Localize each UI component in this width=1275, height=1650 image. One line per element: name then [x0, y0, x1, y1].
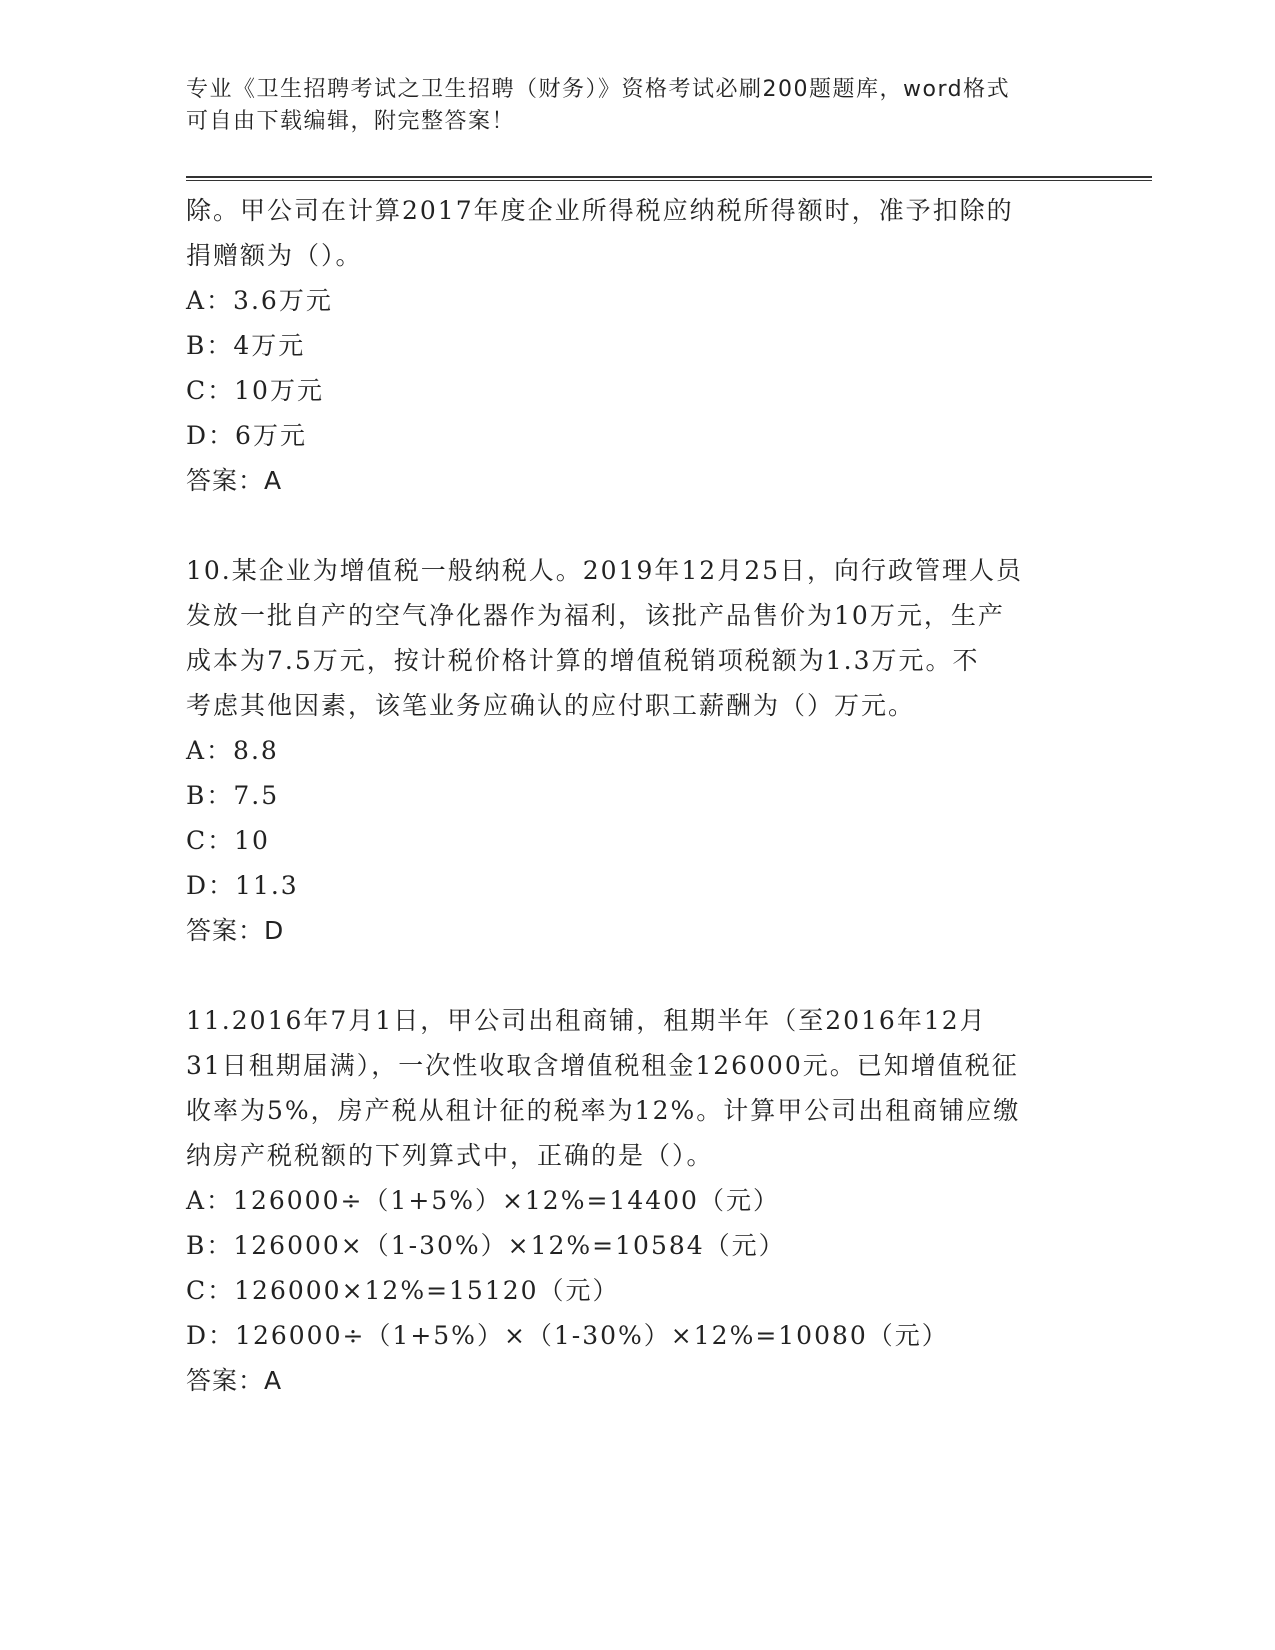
- question-10-option-c: C：10: [186, 826, 270, 855]
- question-11-line-4: 纳房产税税额的下列算式中，正确的是（）。: [186, 1141, 714, 1170]
- question-9-option-c: C：10万元: [186, 376, 324, 405]
- question-9-line-2: 捐赠额为（）。: [186, 241, 363, 270]
- spacer: [186, 953, 1086, 998]
- question-10-line-2: 发放一批自产的空气净化器作为福利，该批产品售价为10万元，生产: [186, 601, 1005, 630]
- question-9-option-b: B：4万元: [186, 331, 306, 360]
- question-10-line-4: 考虑其他因素，该笔业务应确认的应付职工薪酬为（）万元。: [186, 691, 916, 720]
- question-10: [186, 548, 1086, 953]
- header-divider: [186, 176, 1152, 181]
- spacer: [186, 503, 1086, 548]
- question-11-option-d: D：126000÷（1+5%）×（1-30%）×12%=10080（元）: [186, 1321, 949, 1350]
- question-11-answer: 答案：A: [186, 1366, 283, 1395]
- question-10-answer: 答案：D: [186, 916, 285, 945]
- question-10-line-3: 成本为7.5万元，按计税价格计算的增值税销项税额为1.3万元。不: [186, 646, 980, 675]
- question-9-answer: 答案：A: [186, 466, 283, 495]
- question-11-option-c: C：126000×12%=15120（元）: [186, 1276, 620, 1305]
- question-11: [186, 998, 1086, 1403]
- question-11-line-1: 11.2016年7月1日，甲公司出租商铺，租期半年（至2016年12月: [186, 1006, 987, 1035]
- question-11-line-2: 31日租期届满），一次性收取含增值税租金126000元。已知增值税征: [186, 1051, 1019, 1080]
- question-9-line-1: 除。甲公司在计算2017年度企业所得税应纳税所得额时，准予扣除的: [186, 196, 1014, 225]
- question-11-option-a: A：126000÷（1+5%）×12%=14400（元）: [186, 1186, 780, 1215]
- question-11-line-3: 收率为5%，房产税从租计征的税率为12%。计算甲公司出租商铺应缴: [186, 1096, 1021, 1125]
- document-body: [186, 188, 1086, 1403]
- question-10-line-1: 10.某企业为增值税一般纳税人。2019年12月25日，向行政管理人员: [186, 556, 1024, 585]
- header-line-1: 专业《卫生招聘考试之卫生招聘（财务）》资格考试必刷200题题库，word格式: [186, 77, 1011, 102]
- question-9-option-a: A：3.6万元: [186, 286, 333, 315]
- question-9-option-d: D：6万元: [186, 421, 307, 450]
- question-10-option-a: A：8.8: [186, 736, 279, 765]
- question-9: [186, 188, 1086, 503]
- question-10-option-b: B：7.5: [186, 781, 280, 810]
- question-11-option-b: B：126000×（1-30%）×12%=10584（元）: [186, 1231, 786, 1260]
- question-10-option-d: D：11.3: [186, 871, 299, 900]
- header-line-2: 可自由下载编辑，附完整答案！: [186, 109, 516, 134]
- document-header: [186, 74, 1086, 138]
